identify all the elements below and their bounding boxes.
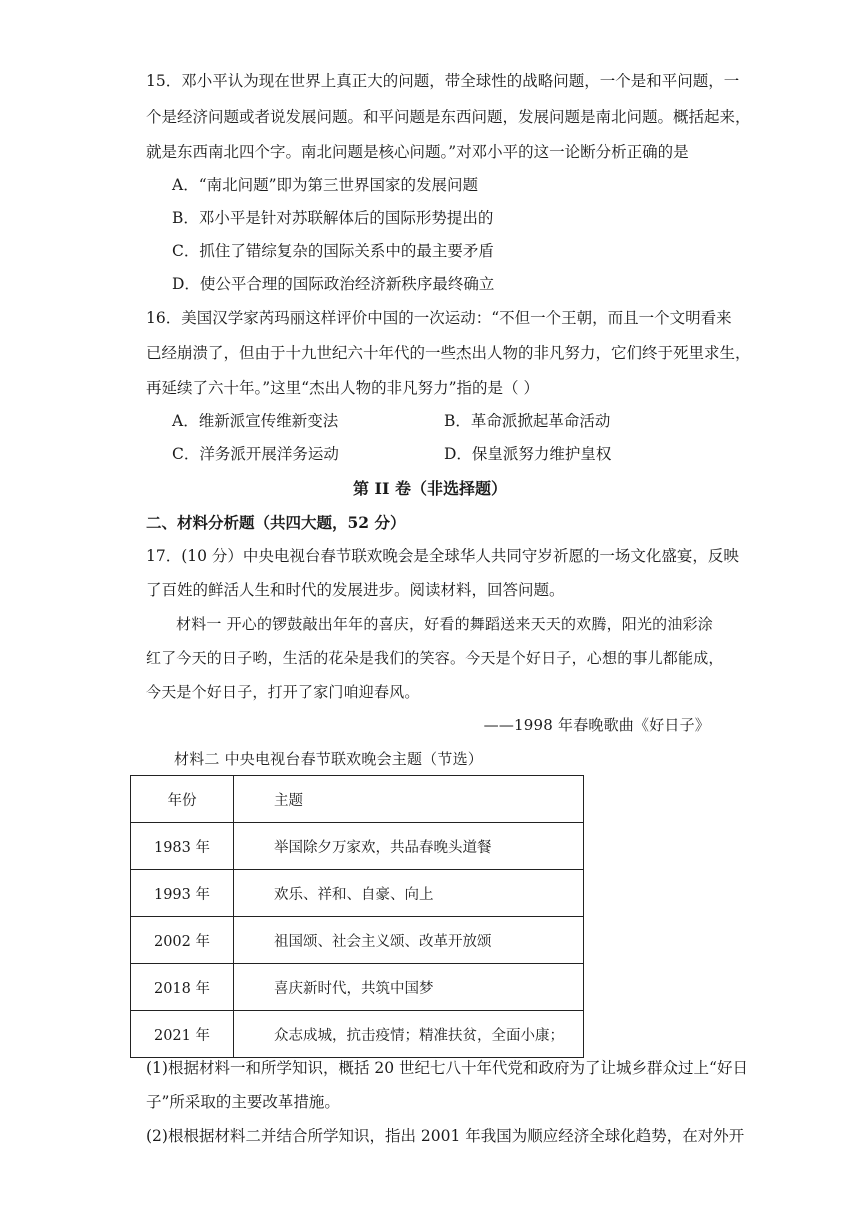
q17-sub1-line-1: (1)根据材料一和所学知识，概括 20 世纪七八十年代党和政府为了让城乡群众过上“好日 — [146, 1059, 748, 1077]
table-cell-theme: 众志成城，抗击疫情；精准扶贫，全面小康； — [234, 1011, 584, 1058]
q16-option-c[interactable]: C．洋务派开展洋务运动 — [172, 445, 339, 463]
q17-line-2: 了百姓的鲜活人生和时代的发展进步。阅读材料，回答问题。 — [146, 581, 565, 599]
table-row — [131, 1011, 584, 1058]
table-row — [131, 964, 584, 1011]
table-cell-theme: 祖国颂、社会主义颂、改革开放颂 — [234, 917, 584, 964]
section-title: 第 II 卷（非选择题） — [352, 479, 508, 498]
q16-option-d[interactable]: D．保皇派努力维护皇权 — [444, 445, 612, 463]
q15-option-a[interactable]: A．“南北问题”即为第三世界国家的发展问题 — [172, 176, 479, 194]
table-cell-year: 1993 年 — [131, 870, 234, 917]
q15-option-c[interactable]: C．抓住了错综复杂的国际关系中的最主要矛盾 — [172, 242, 494, 260]
q17-line-1: 17．(10 分）中央电视台春节联欢晚会是全球华人共同守岁祈愿的一场文化盛宴，反映 — [146, 547, 739, 565]
q16-line-1: 16．美国汉学家芮玛丽这样评价中国的一次运动：“不但一个王朝，而且一个文明看来 — [146, 309, 732, 327]
q15-option-b[interactable]: B．邓小平是针对苏联解体后的国际形势提出的 — [172, 209, 494, 227]
table-cell-year: 1983 年 — [131, 823, 234, 870]
table-cell-year: 2002 年 — [131, 917, 234, 964]
table-cell-theme: 喜庆新时代，共筑中国梦 — [234, 964, 584, 1011]
table-header-year: 年份 — [131, 776, 234, 823]
q16-line-2: 已经崩溃了，但由于十九世纪六十年代的一些杰出人物的非凡努力，它们终于死里求生， — [146, 344, 751, 362]
q15-line-2: 个是经济问题或者说发展问题。和平问题是东西问题，发展问题是南北问题。概括起来， — [146, 108, 751, 126]
material2-title: 材料二 中央电视台春节联欢晚会主题（节选） — [174, 750, 483, 768]
table-row — [131, 917, 584, 964]
material1-line-1: 材料一 开心的锣鼓敲出年年的喜庆，好看的舞蹈送来天天的欢腾，阳光的油彩涂 — [176, 615, 713, 633]
table-cell-year: 2021 年 — [131, 1011, 234, 1058]
table-header-theme: 主题 — [234, 776, 584, 823]
material1-line-3: 今天是个好日子，打开了家门咱迎春风。 — [146, 683, 420, 701]
table-cell-year: 2018 年 — [131, 964, 234, 1011]
q17-sub1-line-2: 子”所采取的主要改革措施。 — [146, 1093, 340, 1111]
part-title: 二、材料分析题（共四大题，52 分） — [146, 513, 406, 532]
q15-option-d[interactable]: D．使公平合理的国际政治经济新秩序最终确立 — [172, 275, 495, 293]
q16-line-3: 再延续了六十年。”这里“杰出人物的非凡努力”指的是（ ） — [146, 379, 539, 397]
q16-option-a[interactable]: A．维新派宣传维新变法 — [172, 412, 339, 430]
material1-source: ——1998 年春晚歌曲《好日子》 — [483, 716, 710, 734]
q15-line-1: 15．邓小平认为现在世界上真正大的问题，带全球性的战略问题，一个是和平问题，一 — [146, 72, 740, 90]
table-cell-theme: 举国除夕万家欢，共品春晚头道餐 — [234, 823, 584, 870]
spring-gala-themes-table — [130, 775, 584, 1058]
material1-line-2: 红了今天的日子哟，生活的花朵是我们的笑容。今天是个好日子，心想的事儿都能成， — [146, 649, 724, 667]
table-row — [131, 823, 584, 870]
table-row — [131, 870, 584, 917]
q17-sub2-line-1: (2)根根据材料二并结合所学知识，指出 2001 年我国为顺应经济全球化趋势，在对外开 — [146, 1127, 745, 1145]
table-cell-theme: 欢乐、祥和、自豪、向上 — [234, 870, 584, 917]
q16-option-b[interactable]: B．革命派掀起革命活动 — [444, 412, 611, 430]
q15-line-3: 就是东西南北四个字。南北问题是核心问题。”对邓小平的这一论断分析正确的是 — [146, 143, 689, 161]
table-header-row — [131, 776, 584, 823]
